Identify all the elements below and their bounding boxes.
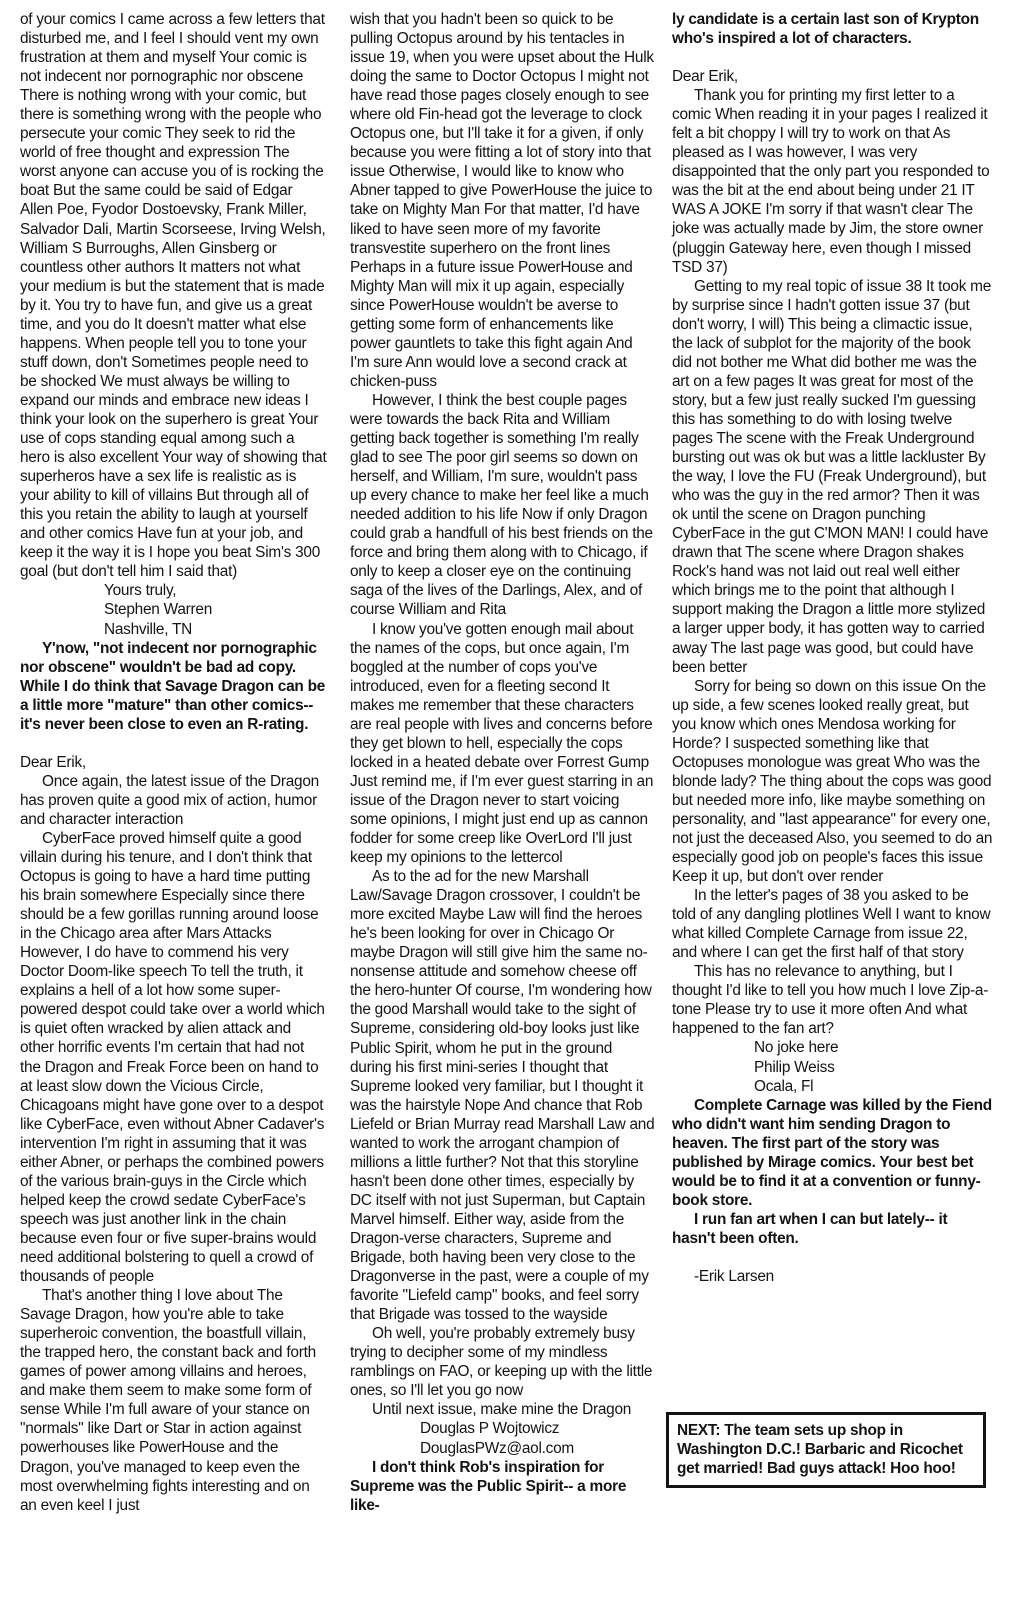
letter-signoff: No joke here xyxy=(754,1039,839,1057)
letter-column-left xyxy=(20,10,328,1515)
letter-greeting: Dear Erik, xyxy=(20,753,86,771)
editor-reply: Complete Carnage was killed by the Fiend who didn't want him sending Dragon to heaven. The first part of the story was published by Mirage comics. Your best bet would be to find it at a convention or funny-book store. xyxy=(672,1096,992,1209)
letter-greeting: Dear Erik, xyxy=(672,68,738,86)
letter-location: Ocala, Fl xyxy=(754,1077,814,1095)
letter-paragraph: Once again, the latest issue of the Dragon has proven quite a good mix of action, humor and character interaction xyxy=(20,772,319,828)
letter-email: DouglasPWz@aol.com xyxy=(420,1439,574,1457)
letter-column-right xyxy=(672,10,994,1286)
letter-author: Stephen Warren xyxy=(104,601,212,619)
letter-column-middle xyxy=(350,10,655,1515)
letter-paragraph: In the letter's pages of 38 you asked to be told of any dangling plotlines Well I want to know what killed Complete Carnage from issue 22, and where I can get the first half of that story xyxy=(672,887,991,962)
letter-paragraph: CyberFace proved himself quite a good villain during his tenure, and I don't think that Octopus is going to have a hard time putting his brain somewhere Especially since there should be a few gorillas running around loose in the Chicago area after Mars Attacks However, I do have to commend his very Doctor Doom-like speech To tell the truth, it explains a hell of a lot how some super-powered despot could take over a world which is quiet often wracked by alien attack and other horrific events I'm certain that had not the Dragon and Freak Force been on hand to at least slow down the Vicious Circle, Chicagoans might have gone over to a despot like CyberFace, even without Abner Cadaver's intervention I'm right in assuming that it was either Abner, or perhaps the combined powers of the various brain-guys in the Circle which helped keep the crowd sedate CyberFace's speech was just another link in the chain because even four or five super-brains would need additional bolstering to quell a crowd of thousands of people xyxy=(20,829,325,1286)
letter-paragraph: Sorry for being so down on this issue On the up side, a few scenes looked really great, but you know which ones Mendosa working for Horde? I suspected something like that Octopuses monologue was great Who was the blonde lady? The thing about the cops was good but needed more info, like maybe something on personality, and "last appearance" for every one, not just the deceased Also, you seemed to do an especially good job on people's faces this issue Keep it up, but don't over render xyxy=(672,677,993,886)
editor-signature: -Erik Larsen xyxy=(694,1268,774,1285)
letter-signoff: Yours truly, xyxy=(104,582,177,600)
next-issue-text: NEXT: The team sets up shop in Washington D.C.! Barbaric and Ricochet get married! Bad guys attack! Hoo hoo! xyxy=(677,1422,963,1477)
letter-paragraph: wish that you hadn't been so quick to be pulling Octopus around by his tentacles in issue 19, when you were upset about the Hulk doing the same to Doctor Octopus I might not have read those pages closely enough to see where old Fin-head got the leverage to clock Octopus one, but I'll take it for a given, if only because you were fitting a lot of story into that issue Otherwise, I would like to know who Abner tapped to give PowerHouse the juice to take on Mighty Man For that matter, I'd have liked to have seen more of my favorite transvestite superhero on the front lines Perhaps in a future issue PowerHouse and Mighty Man will mix it up again, especially since PowerHouse wouldn't be averse to getting some form of enhancements like power gauntlets to take this fight again And I'm sure Ann would love a second crack at chicken-puss xyxy=(350,11,654,390)
letter-paragraph: That's another thing I love about The Savage Dragon, how you're able to take superheroic convention, the boastfull villain, the trapped hero, the constant back and forth games of power among villains and heroes, and make them seem to make some form of sense While I'm full aware of your stance on "normals" like Dart or Star in action against powerhouses like PowerHouse and the Dragon, you've managed to keep even the most overwhelming fights interesting and on an even keel I just xyxy=(20,1287,316,1514)
editor-reply: I run fan art when I can but lately-- it hasn't been often. xyxy=(672,1210,948,1247)
letter-paragraph: I know you've gotten enough mail about the names of the cops, but once again, I'm boggled at the number of cops you've introduced, even for a fleeting second It makes me remember that these characters are real people with lives and concerns before they get blown to hell, especially the cops locked in a heated debate over Forrest Gump Just remind me, if I'm ever guest starring in an issue of the Dragon never to start voicing some opinions, I might just end up as cannon fodder for some creep like OverLord I'll just keep my opinions to the lettercol xyxy=(350,620,654,867)
letter-paragraph: Getting to my real topic of issue 38 It took me by surprise since I hadn't gotten issue 37 (but don't worry, I will) This being a climactic issue, the lack of subplot for the majority of the book did not bother me What did bother me was the art on a few pages It was great for most of the story, but a few just really sucked I'm guessing this has something to do with losing twelve pages The scene with the Freak Underground bursting out was ok but was a little lackluster By the way, I love the FU (Freak Underground), but who was the guy in the red armor? Then it was ok until the scene on Dragon punching CyberFace in the gut C'MON MAN! I could have drawn that The scene where Dragon shakes Rock's hand was not laid out real well either which brings me to the point that although I support making the Dragon a little more stylized a larger upper body, it has gotten way to carried away The last page was good, but could have been better xyxy=(672,277,992,676)
letter-text: of your comics I came across a few letters that disturbed me, and I feel I should vent my own frustration at them and myself Your comic is not indecent nor pornographic nor obscene There is nothing wrong with your comic, but there is something wrong with the people who persecute your comic They seek to rid the world of free thought and expression The worst anyone can accuse you of is rocking the boat But the same could be said of Edgar Allen Poe, Fyodor Dostoevsky, Frank Miller, Salvador Dali, Martin Scorseese, Irving Welsh, William S Burroughs, Allen Ginsberg or countless other authors It matters not what your medium is but the statement that is made by it. You try to have fun, and give us a great time, and you do It doesn't matter what else happens. When people tell you to tone your stuff down, don't Sometimes people need to be shocked We must always be willing to expand our minds and embrace new ideas I think your look on the superhero is great Your use of cops standing equal among such a hero is also excellent Your way of showing that superheros have a sex life is realistic as is your ability to kill of villains But through all of this you retain the ability to laugh at yourself and other comics Have fun at your job, and keep it the way it is I hope you beat Sim's 300 goal (but don't tell him I said that) xyxy=(20,11,327,581)
editor-reply: Y'now, "not indecent nor pornographic nor obscene" wouldn't be bad ad copy. While I do think that Savage Dragon can be a little more "mature" than other comics-- it's never been close to even an R-rating. xyxy=(20,639,326,733)
letter-closing: Until next issue, make mine the Dragon xyxy=(372,1401,632,1419)
letter-author: Douglas P Wojtowicz xyxy=(420,1420,560,1438)
editor-reply: I don't think Rob's inspiration for Supreme was the Public Spirit-- a more like- xyxy=(350,1458,627,1514)
letter-location: Nashville, TN xyxy=(104,620,192,638)
letter-paragraph: As to the ad for the new Marshall Law/Savage Dragon crossover, I couldn't be more excited Maybe Law will find the heroes he's been looking for over in Chicago Or maybe Dragon will still give him the same no-nonsense attitude and somehow cheese off the hero-hunter Of course, I'm wondering how the good Marshall would take to the sight of Supreme, considering old-boy looks just like Public Spirit, whom he put in the ground during his first mini-series I thought that Supreme looked very familiar, but I thought it was the hairstyle Nope And chance that Rob Liefeld or Brian Murray read Marshall Law and wanted to work the arrogant champion of millions a little further? Not that this storyline hasn't been done other times, especially by DC itself with not just Superman, but Captain Marvel himself. Either way, aside from the Dragon-verse characters, Supreme and Brigade, both having been very close to the Dragonverse in the past, were a couple of my favorite "Liefeld camp" books, and feel sorry that Brigade was tossed to the wayside xyxy=(350,868,655,1324)
letter-paragraph: Oh well, you're probably extremely busy trying to decipher some of my mindless ramblings on FAO, or keeping up with the little ones, so I'll let you go now xyxy=(350,1325,653,1400)
letter-author: Philip Weiss xyxy=(754,1058,835,1076)
editor-reply-continued: ly candidate is a certain last son of Krypton who's inspired a lot of characters. xyxy=(672,11,979,48)
next-issue-box xyxy=(666,1412,986,1488)
letter-paragraph: However, I think the best couple pages were towards the back Rita and William getting back together is something I'm really glad to see The poor girl seems so down on herself, and William, I'm sure, wouldn't pass up every chance to make her feel like a much needed addition to his life Now if only Dragon could grab a handfull of his best friends on the force and bring them along with to Chicago, if only to keep a closer eye on the continuing saga of the lives of the Darlings, Alex, and of course William and Rita xyxy=(350,391,653,619)
letter-paragraph: Thank you for printing my first letter to a comic When reading it in your pages I realized it felt a bit choppy I will try to work on that As pleased as I was however, I was very disappointed that the only part you responded to was the bit at the end about being under 21 IT WAS A JOKE I'm sorry if that wasn't clear The joke was actually made by Jim, the store owner (pluggin Gateway here, even though I missed TSD 37) xyxy=(672,87,990,276)
letter-paragraph: This has no relevance to anything, but I thought I'd like to tell you how much I love Zip-a-tone Please try to use it more often And what happened to the fan art? xyxy=(672,963,989,1038)
